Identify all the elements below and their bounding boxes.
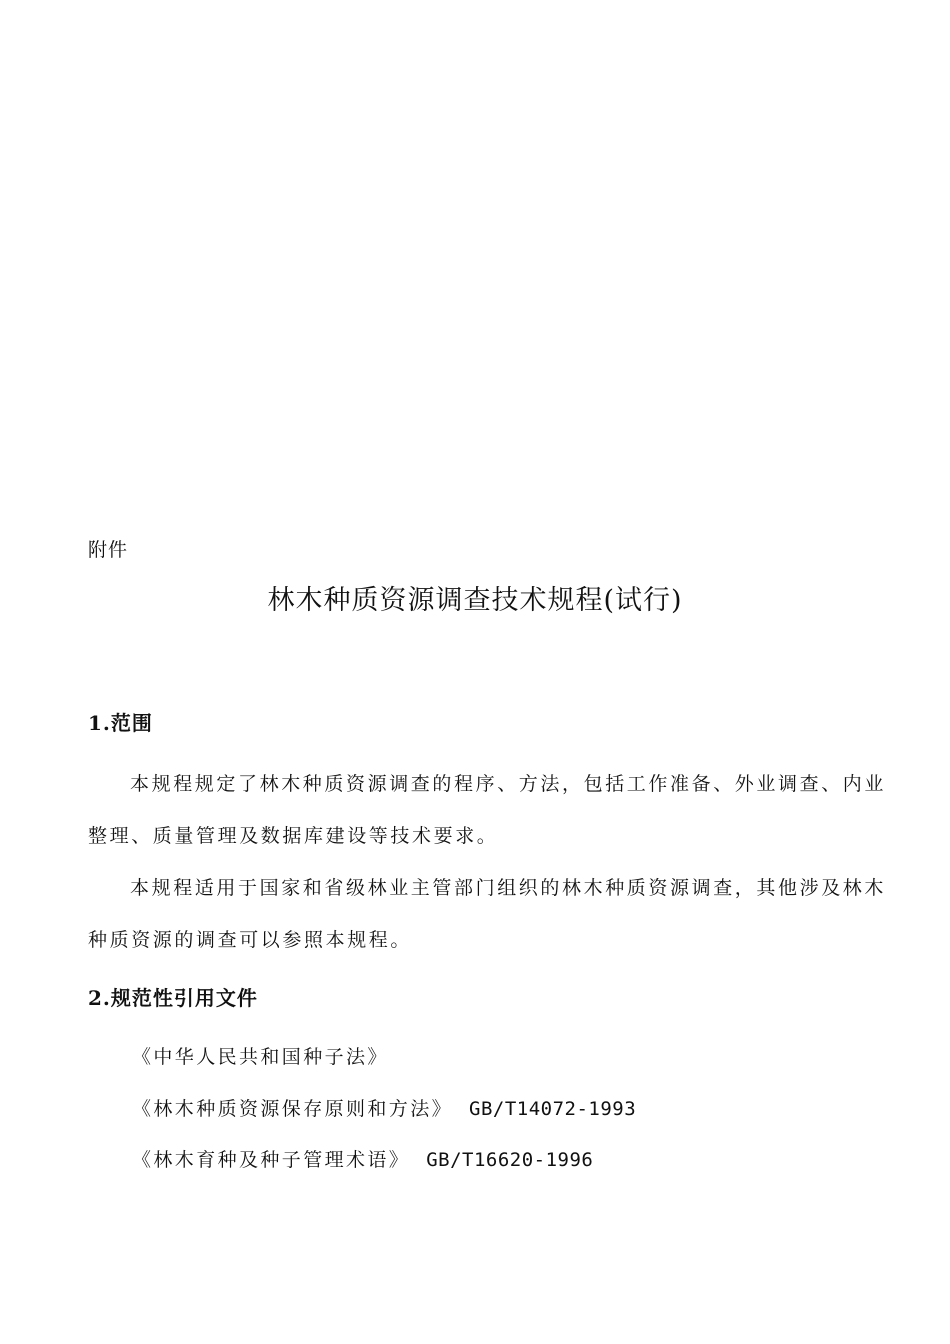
section-heading-normative-references: 2.规范性引用文件	[88, 986, 258, 1010]
document-title: 林木种质资源调查技术规程(试行)	[267, 585, 683, 616]
reference-item	[132, 1043, 389, 1071]
reference-item	[132, 1146, 593, 1174]
reference-name: 《中华人民共和国种子法》	[132, 1046, 389, 1068]
scope-paragraph-1	[88, 758, 888, 862]
reference-standard-code: GB/T14072-1993	[469, 1098, 637, 1120]
annex-label: 附件	[88, 539, 129, 561]
scope-paragraph-2	[88, 862, 888, 966]
reference-standard-code: GB/T16620-1996	[426, 1149, 594, 1171]
reference-name: 《林木育种及种子管理术语》	[132, 1149, 411, 1171]
section-heading-scope: 1.范围	[88, 711, 153, 735]
reference-name: 《林木种质资源保存原则和方法》	[132, 1098, 454, 1120]
reference-item	[132, 1095, 636, 1123]
scope-paragraph-1-text: 本规程规定了林木种质资源调查的程序、方法，包括工作准备、外业调查、内业整理、质量管理及数据库建设等技术要求。	[88, 773, 887, 847]
scope-paragraph-2-text: 本规程适用于国家和省级林业主管部门组织的林木种质资源调查，其他涉及林木种质资源的调查可以参照本规程。	[88, 877, 887, 951]
